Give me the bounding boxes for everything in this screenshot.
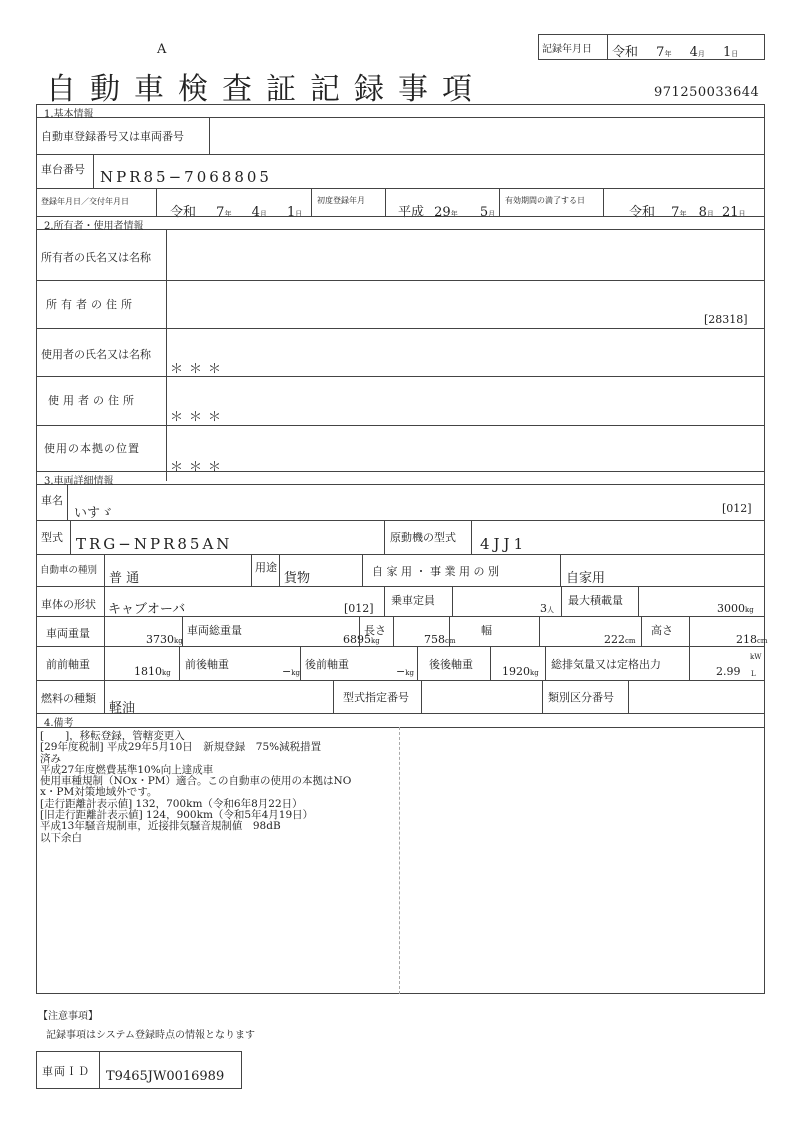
vehicle-type: 普 通: [109, 571, 140, 586]
vehicle-weight-label: 車両重量: [46, 627, 90, 640]
max-load: 3000kg: [717, 602, 754, 615]
rear-rear-axle: 1920kg: [502, 665, 539, 678]
vehicle-id-label: 車両ＩＤ: [42, 1065, 90, 1078]
first-reg-date: 平成 29年 5月: [398, 205, 496, 220]
remark-line: 平成27年度燃費基準10%向上達成車: [40, 763, 214, 776]
height: 218cm: [736, 633, 768, 646]
capacity-label: 乗車定員: [391, 594, 435, 607]
model-value: TRG−NPR85AN: [76, 535, 233, 553]
rear-rear-axle-label: 後後軸重: [429, 658, 473, 671]
rear-front-axle-label: 後前軸重: [305, 658, 349, 671]
user-name-label: 使用者の氏名又は名称: [41, 348, 151, 361]
car-name: いすゞ: [74, 506, 114, 521]
fuel-type-label: 燃料の種類: [41, 692, 96, 705]
record-date-label: 記録年月日: [542, 44, 592, 55]
caution-text: 記録事項はシステム登録時点の情報となります: [46, 1030, 255, 1041]
capacity: 3人: [540, 602, 554, 615]
fuel-type: 軽油: [109, 701, 136, 716]
car-name-label: 車名: [41, 494, 63, 507]
rear-front-axle: −kg: [396, 665, 414, 678]
remarks-text: [40, 731, 351, 844]
reg-number-label: 自動車登録番号又は車両番号: [41, 130, 184, 143]
remark-line: 使用車種規制（NOx・PM）適合。この自動車の使用の本拠はNO: [40, 775, 352, 788]
page-title: 自動車検査証記録事項: [46, 72, 486, 107]
use-value: 貨物: [284, 571, 311, 586]
model-label: 型式: [41, 531, 63, 544]
front-rear-axle-label: 前後軸重: [185, 658, 229, 671]
reg-date: 令和 7年 4月 1日: [170, 205, 303, 220]
front-rear-axle: −kg: [282, 665, 300, 678]
remark-line: 平成13年騒音規制車，近接排気騒音規制値 98dB: [40, 820, 281, 833]
class-number-label: 類別区分番号: [548, 691, 614, 704]
body-shape-code: [012]: [344, 602, 374, 615]
gross-weight: 6895kg: [343, 633, 380, 646]
length: 758cm: [424, 633, 456, 646]
vehicle-type-label: 自動車の種別: [40, 565, 98, 576]
front-front-axle-label: 前前軸重: [46, 658, 90, 671]
max-load-label: 最大積載量: [568, 594, 623, 607]
section-basic-info: 1.基本情報: [44, 109, 94, 120]
width-label: 幅: [481, 624, 492, 637]
body-shape-label: 車体の形状: [41, 598, 96, 611]
user-address: ＊＊＊: [170, 410, 228, 425]
remark-line: [旧走行距離計表示値] 124，900km（令和5年4月19日）: [40, 809, 314, 822]
section-remarks: 4.備考: [44, 718, 74, 729]
record-date: 令和 7年 4月 1日: [612, 45, 739, 60]
owner-address-label: 所有者の住所: [46, 298, 136, 311]
remark-line: [ ]，移転登録，管轄変更入: [40, 730, 185, 742]
document-number: 971250033644: [654, 85, 760, 100]
caution-title: 【注意事項】: [38, 1011, 98, 1022]
front-front-axle: 1810kg: [134, 665, 171, 678]
base-location-label: 使用の本拠の位置: [44, 442, 140, 455]
body-shape: キャブオーバ: [108, 602, 186, 617]
section-vehicle-details: 3.車両詳細情報: [44, 476, 114, 487]
length-label: 長さ: [364, 624, 386, 637]
width: 222cm: [604, 633, 636, 646]
user-address-label: 使用者の住所: [48, 394, 138, 407]
type-cert-label: 型式指定番号: [343, 691, 409, 704]
displacement-unit-kw: kW: [750, 653, 762, 661]
private-business-label: 自 家 用 ・ 事 業 用 の 別: [372, 565, 499, 578]
displacement-label: 総排気量又は定格出力: [551, 658, 661, 671]
displacement-unit-l: L: [751, 670, 756, 678]
use-label: 用途: [255, 561, 277, 574]
remark-line: x・PM対策地域外です。: [40, 786, 158, 799]
gross-weight-label: 車両総重量: [187, 624, 242, 637]
vehicle-id: T9465JW0016989: [106, 1069, 225, 1084]
expiry-date: 令和 7年 8月 21日: [629, 205, 746, 220]
vehicle-weight: 3730kg: [146, 633, 183, 646]
car-name-code: [012]: [722, 502, 752, 515]
remark-line: 済み: [40, 752, 61, 765]
displacement: 2.99: [716, 665, 741, 678]
chassis-label: 車台番号: [41, 163, 85, 176]
section-owner-user: 2.所有者・使用者情報: [44, 221, 144, 232]
chassis-number: NPR85−7068805: [100, 168, 272, 186]
remark-line: [29年度税制] 平成29年5月10日 新規登録 75%減税措置: [40, 741, 322, 754]
remark-line: [走行距離計表示値] 132，700km（令和6年8月22日）: [40, 797, 303, 810]
user-name: ＊＊＊: [170, 362, 228, 377]
owner-name-label: 所有者の氏名又は名称: [41, 251, 151, 264]
expiry-label: 有効期間の満了する日: [505, 196, 585, 205]
base-location: ＊＊＊: [170, 460, 228, 475]
engine-value: 4JJ1: [480, 535, 528, 553]
reg-date-label: 登録年月日／交付年月日: [41, 197, 129, 206]
mark-a: A: [157, 42, 167, 57]
private-business-value: 自家用: [566, 571, 606, 586]
height-label: 高さ: [651, 624, 673, 637]
first-reg-label: 初度登録年月: [317, 196, 365, 205]
engine-label: 原動機の型式: [390, 531, 456, 544]
remark-line: 以下余白: [40, 831, 82, 844]
owner-address-code: [28318]: [704, 313, 748, 326]
